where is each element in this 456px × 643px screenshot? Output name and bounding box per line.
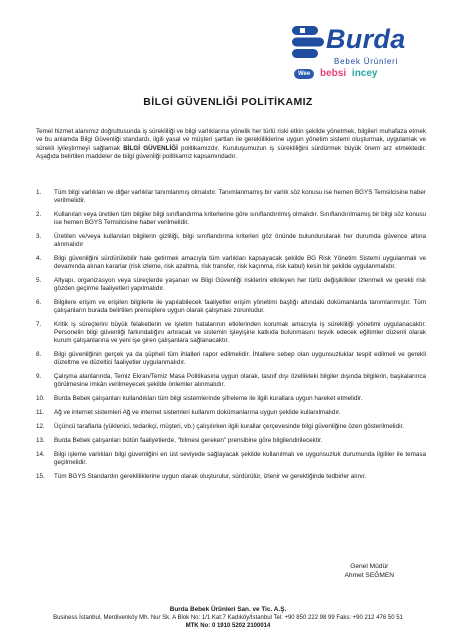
list-item bbox=[36, 233, 426, 249]
list-item bbox=[36, 451, 426, 467]
list-item bbox=[36, 277, 426, 293]
footer-address: Business İstanbul, Merdivenköy Mh. Nur Sk. A Blok No: 1/1 Kat:7 Kadıköy/İstanbul Tel: +90 850 222 98 99 Faks: +90 212 476 50 51 bbox=[53, 615, 403, 621]
list-item bbox=[36, 189, 426, 205]
item-text: Tüm bilgi varlıkları ve diğer varlıklar tanımlanmış olmalıdır. Tanımlanmamış bir varlık söz konusu ise hemen BGYS Temsilcisine haber verilmelidir. bbox=[54, 189, 426, 205]
list-item bbox=[36, 473, 426, 481]
brand-name: Burda bbox=[326, 24, 406, 54]
policy-list bbox=[36, 189, 426, 486]
item-number: 11. bbox=[36, 408, 45, 416]
signature-role: Genel Müdür bbox=[350, 563, 389, 570]
company-logo bbox=[290, 24, 440, 86]
list-item bbox=[36, 373, 426, 389]
list-item bbox=[36, 211, 426, 227]
page-footer bbox=[0, 606, 456, 630]
item-number: 7. bbox=[36, 320, 42, 328]
list-item bbox=[36, 351, 426, 367]
item-number: 13. bbox=[36, 436, 45, 444]
burda-logo-mark-icon bbox=[290, 24, 328, 60]
list-item bbox=[36, 299, 426, 315]
signature-block bbox=[345, 562, 394, 580]
item-text: Ağ ve internet sistemleri Ağ ve internet sistemleri kullanım dokümanlarına uygun şekilde kullanılmalıdır. bbox=[54, 408, 341, 416]
item-text: Burda Bebek çalışanları kullandıkları tüm bilgi sistemlerinde şifreleme ile ilgili kurallara uygun hareket etmelidir. bbox=[54, 394, 363, 402]
list-item bbox=[36, 423, 426, 431]
footer-mtk: MTK No: 0 1910 5202 2100014 bbox=[185, 623, 271, 629]
item-number: 10. bbox=[36, 394, 45, 402]
item-number: 4. bbox=[36, 254, 42, 262]
item-text: Burda Bebek çalışanları bütün faaliyetlerde, "bilmesi gereken" prensibine göre bilgilendirilecektir. bbox=[54, 436, 323, 444]
page-title: BİLGİ GÜVENLİĞİ POLİTİKAMIZ bbox=[143, 96, 313, 108]
item-number: 8. bbox=[36, 350, 42, 358]
sub-brands bbox=[294, 68, 378, 82]
brand-subtitle: Bebek Ürünleri bbox=[334, 57, 399, 66]
item-text: Çalışma alanlarında, Temiz Ekran/Temiz Masa Politikasına uygun olarak, tasnif dışı özellikteki bilgiler dışında bilgilerin, başkalarınca görülmesine imkân verilmeyecek şekilde önlemler alınmalıdır. bbox=[54, 372, 426, 389]
item-text: Üretilen ve/veya kullanılan bilgilerin gizliliği, bilgi sınıflandırma kriterleri göz önünde bulundurularak her durumda güvence altına alınmalıdır bbox=[54, 232, 426, 249]
item-number: 12. bbox=[36, 422, 45, 430]
item-text: Üçüncü taraflarla (yüklenici, tedarikçi, müşteri, vb.) çalışılırken ilgili kurallar çerçevesinde bilgi güvenliğine özen gösterilmelidir. bbox=[54, 422, 404, 430]
item-text: Bilgi işleme varlıkları bilgi güvenliğini en üst seviyede sağlayacak şekilde kullanılmalı ve uygunsuzluk durumunda ilgililer ile temasa geçilmelidir. bbox=[54, 450, 426, 466]
item-text: Bilgi güvenliğini sürdürülebilir hale getirmek amacıyla tüm varlıkları kapsayacak şekilde BG Risk Yönetim Sistemi uygulanmalı ve devamında alınan kararlar (risk izleme, risk azaltma, risk transfer, risk kaçınma, risk kabul) kesin bir şekilde uygulanmalıdır. bbox=[54, 254, 426, 271]
intro-bold-text: BİLGİ GÜVENLİĞİ bbox=[123, 144, 178, 152]
footer-company: Burda Bebek Ürünleri San. ve Tic. A.Ş. bbox=[169, 606, 287, 613]
item-number: 3. bbox=[36, 232, 42, 240]
item-text: Altyapı, organizasyon veya süreçlerde yaşanan ve Bilgi Güvenliği risklerini etkileyen her türlü değişiklikler izlenmeli ve gerekli risk gözden geçirme faaliyetleri yapılmalıdır. bbox=[54, 276, 426, 293]
item-text: Kullanılan veya üretilen tüm bilgiler bilgi sınıflandırma kriterlerine göre sınıflandırılmış olmalıdır. Sınıflandırılmamış bir bilgi söz konusu ise hemen BGYS Temsilcisine haber verilmelidir. bbox=[54, 210, 426, 227]
list-item bbox=[36, 321, 426, 345]
item-number: 1. bbox=[36, 189, 42, 196]
item-text: Bilgilere erişim ve erişilen bilgilerle ile yapılabilecek faaliyetler erişim yönetimi başlığı altındaki dokümanlarda tanımlanmıştır. Tüm çalışanların burada belirtilen prensiplere uygun olarak çalışması zorunludur. bbox=[54, 298, 426, 315]
item-number: 9. bbox=[36, 372, 42, 380]
item-number: 15. bbox=[36, 472, 45, 480]
item-number: 14. bbox=[36, 450, 45, 458]
intro-text-before: Temel hizmet alanımız doğrultusunda iş sürekliliği ve bilgi varlıklarına yönelik her türlü riski etkin şekilde yönetmek, bilgileri muhafaza etmek ve bu anlamda Bilgi Güvenliği standardı, ilgili yasal ve müşteri şartları ile gerekliliklerine uygun yönetim sistemi oluşturmak, uygulamak ve sürekli iyileştirmeyi sağlamak bbox=[36, 128, 426, 152]
list-item bbox=[36, 409, 426, 417]
sub-brand-incey: incey bbox=[351, 68, 378, 79]
intro-paragraph bbox=[36, 128, 426, 162]
list-item bbox=[36, 437, 426, 445]
sub-brand-bebsi: bebsi bbox=[320, 68, 347, 79]
item-text: Bilgi güvenliğinin gerçek ya da şüpheli tüm ihlalleri rapor edilmelidir. İhlallere sebep olan uygunsuzluklar tespit edilmeli ve gerekli düzeltme ve düzeltici faaliyetler uygulanmalıdır. bbox=[54, 350, 426, 367]
list-item bbox=[36, 395, 426, 403]
list-item bbox=[36, 255, 426, 271]
item-text: Kritik iş süreçlerini büyük felaketlerin ve işletim hatalarının etkilerinden korumak amacıyla iş sürekliliği yönetimi uygulanacaktır. Personelin bilgi güvenliği farkındalığını artıracak ve sistemin işleyişine katkıda bulunmasını teşvik edecek eğitimler düzenli olarak kurum çalışanlarına ve yeni işe giren çalışanlara sağlanacaktır. bbox=[54, 320, 426, 345]
item-number: 6. bbox=[36, 298, 42, 306]
intro-text-after: politikamızdır. Kuruluşumuzun iş sürekliliğini sürdürmek büyük önem arz etmektedir. Aşağıda belirtilen maddeler de bilgi güvenliği politikamız kapsamındadır. bbox=[36, 144, 426, 161]
item-number: 2. bbox=[36, 210, 42, 218]
sub-brand-wee: Wee bbox=[294, 69, 314, 79]
item-number: 5. bbox=[36, 276, 42, 284]
item-text: Tüm BGYS Standardın gerekliliklerine uygun olarak oluşturulur, sürdürülür, izlenir ve gerektiğinde tedbirler alınır. bbox=[54, 472, 367, 480]
signature-name: Ahmet SEĞMEN bbox=[344, 572, 394, 579]
